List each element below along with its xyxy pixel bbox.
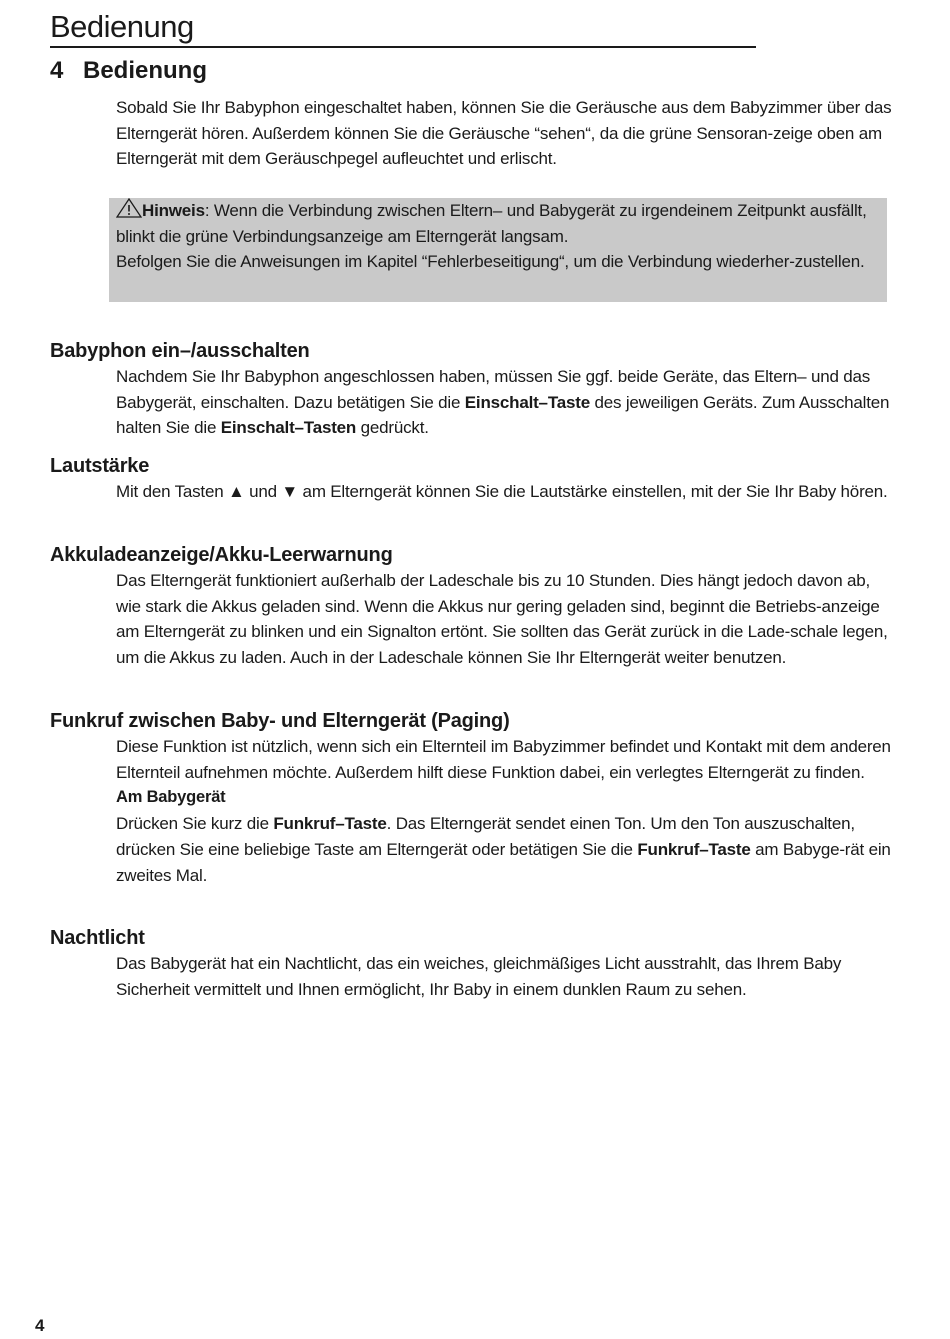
section-title: Nachtlicht	[50, 927, 145, 949]
note-text-1: : Wenn die Verbindung zwischen Eltern– und Babygerät zu irgendeinem Zeitpunkt ausfällt, blinkt die grüne Verbindungsanzeige am Elterngerät langsam.	[116, 201, 867, 246]
section-text: Das Babygerät hat ein Nachtlicht, das ein weiches, gleichmäßiges Licht ausstrahlt, das Ihrem Baby Sicherheit vermittelt und Ihnen ermöglicht, Ihr Baby in einem dunklen Raum zu sehen.	[116, 954, 842, 999]
chapter-heading	[50, 55, 207, 87]
section-title: Lautstärke	[50, 455, 150, 477]
button-name-emphasis: Funkruf–Taste	[637, 839, 751, 859]
section-text: Mit den Tasten ▲ und ▼ am Elterngerät können Sie die Lautstärke einstellen, mit der Sie Ihr Baby hören.	[116, 482, 888, 501]
section-text: Diese Funktion ist nützlich, wenn sich ein Elternteil im Babyzimmer befindet und Kontakt mit dem anderen Elternteil aufnehmen möchte. Außerdem hilft diese Funktion dabei, ein verlegtes Elterngerät zu finden.	[116, 737, 891, 782]
section-power	[50, 338, 900, 441]
section-title: Akkuladeanzeige/Akku-Leerwarnung	[50, 544, 393, 566]
section-text	[116, 364, 896, 441]
intro-paragraph: Sobald Sie Ihr Babyphon eingeschaltet haben, können Sie die Geräusche aus dem Babyzimmer über das Elterngerät hören. Außerdem können Sie die Geräusche “sehen“, da die grüne Sensoran-zeige oben am Elterngerät mit dem Geräuschpegel aufleuchtet und erlischt.	[116, 98, 892, 169]
button-name-emphasis: Funkruf–Taste	[273, 814, 387, 834]
page-number: 4	[35, 1316, 45, 1335]
text-run: des jeweiligen Geräts. Zum Ausschalten halten Sie die	[116, 392, 890, 438]
section-battery	[50, 542, 900, 671]
text-run: gedrückt.	[356, 418, 429, 438]
note-label: Hinweis	[142, 201, 205, 220]
chapter-title: Bedienung	[83, 57, 207, 84]
button-name-emphasis: Einschalt–Tasten	[220, 418, 357, 438]
text-run: Drücken Sie kurz die	[116, 814, 274, 834]
note-text-2: Befolgen Sie die Anweisungen im Kapitel “Fehlerbeseitigung“, um die Verbindung wiederher-zustellen.	[116, 252, 865, 272]
text-run: Nachdem Sie Ihr Babyphon angeschlossen haben, müssen Sie ggf. beide Geräte, das Eltern– und das Babygerät, einschalten. Dazu betätigen Sie die	[116, 367, 871, 412]
warning-triangle-icon	[116, 198, 142, 218]
section-paging	[50, 708, 900, 888]
section-title: Babyphon ein–/ausschalten	[50, 340, 310, 362]
text-run: am Babyge-rät ein zweites Mal.	[116, 839, 891, 885]
note-box	[109, 198, 887, 302]
section-volume	[50, 453, 900, 505]
button-name-emphasis: Einschalt–Taste	[464, 392, 590, 412]
section-subtitle: Am Babygerät	[116, 788, 226, 807]
text-run: . Das Elterngerät sendet einen Ton. Um den Ton auszuschalten, drücken Sie eine beliebige Taste am Elterngerät oder betätigen Sie die	[116, 814, 855, 859]
section-nightlight	[50, 925, 900, 1002]
section-title: Funkruf zwischen Baby- und Elterngerät (Paging)	[50, 710, 510, 732]
page-header-title: Bedienung	[50, 8, 756, 48]
section-text	[116, 811, 896, 888]
section-text: Das Elterngerät funktioniert außerhalb der Ladeschale bis zu 10 Stunden. Dies hängt jedoch davon ab, wie stark die Akkus geladen sind. Wenn die Akkus nur gering geladen sind, beginnt die Betriebs-anzeige am Elterngerät zu blinken und ein Signalton ertönt. Sie sollten das Gerät zurück in die Lade-schale legen, um die Akkus zu laden. Auch in der Ladeschale können Sie Ihr Elterngerät weiter benutzen.	[116, 571, 888, 668]
chapter-number: 4	[50, 57, 64, 84]
